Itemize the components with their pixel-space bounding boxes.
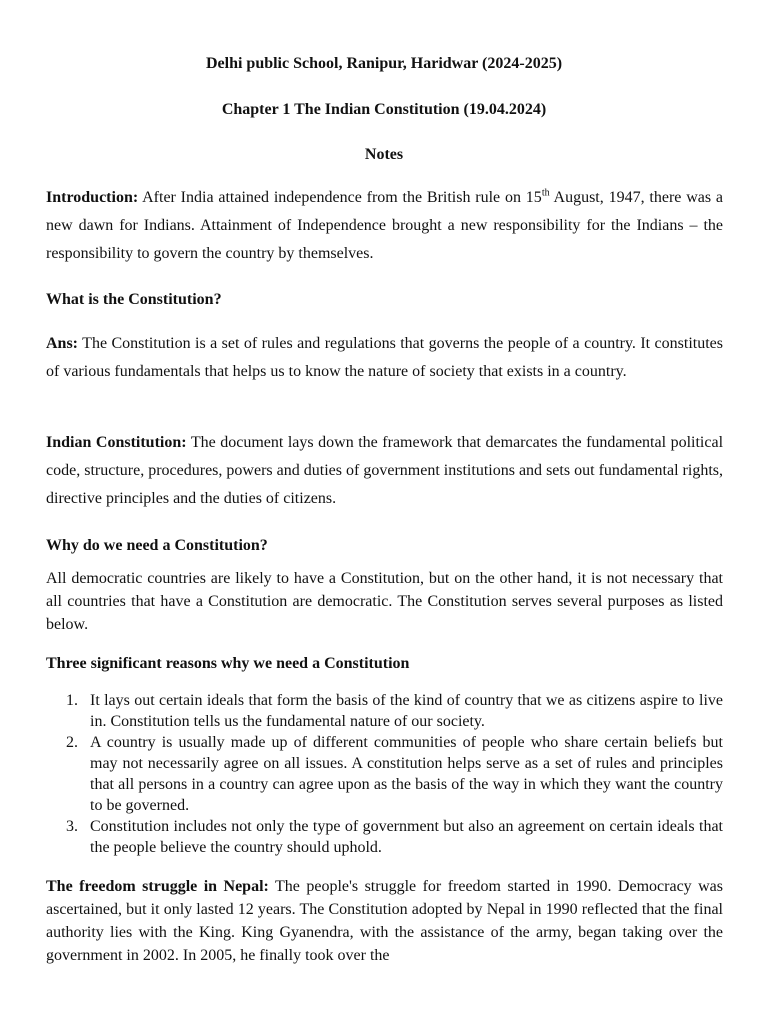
indian-constitution-paragraph: [46, 429, 723, 513]
list-item-number: 1.: [66, 692, 78, 709]
list-item: [46, 732, 723, 816]
list-item-number: 3.: [66, 818, 78, 835]
introduction-label: Introduction:: [46, 189, 139, 206]
nepal-paragraph: [46, 875, 723, 967]
question-what-is-constitution: What is the Constitution?: [46, 291, 222, 308]
notes-title: Notes: [364, 146, 404, 163]
answer-paragraph: [46, 330, 723, 386]
nepal-text: The people's struggle for freedom started in 1990. Democracy was ascertained, but it only lasted 12 years. The Constitution adopted by Nepal in 1990 reflected that the final authority lies with the King. King Gyanendra, with the assistance of the army, began taking over the government in 2002. In 2005, he finally took over the: [46, 878, 724, 964]
why-need-paragraph: All democratic countries are likely to have a Constitution, but on the other hand, it is not necessary that all countries that have a Constitution are democratic. The Constitution serves several purposes as listed below.: [46, 570, 723, 633]
introduction-paragraph: [46, 184, 723, 268]
introduction-superscript: th: [541, 187, 550, 199]
list-item-number: 2.: [66, 734, 78, 751]
reasons-heading: Three significant reasons why we need a Constitution: [46, 655, 410, 672]
chapter-title: Chapter 1 The Indian Constitution (19.04.2024): [221, 101, 547, 118]
list-item-text: A country is usually made up of different communities of people who share certain beliefs but may not necessarily agree on all issues. A constitution helps serve as a set of rules and principles that all persons in a country can agree upon as the basis of the way in which they want the country to be governed.: [90, 734, 723, 814]
list-item-text: It lays out certain ideals that form the basis of the kind of country that we as citizens aspire to live in. Constitution tells us the fundamental nature of our society.: [90, 692, 723, 730]
list-item-text: Constitution includes not only the type of government but also an agreement on certain ideals that the people believe the country should uphold.: [90, 818, 723, 856]
answer-text: The Constitution is a set of rules and regulations that governs the people of a country. It constitutes of various fundamentals that helps us to know the nature of society that exists in a country.: [46, 335, 723, 380]
nepal-label: The freedom struggle in Nepal:: [46, 878, 269, 895]
list-item: [46, 816, 723, 858]
answer-label: Ans:: [46, 335, 79, 352]
introduction-text-start: After India attained independence from the British rule on 15: [142, 189, 542, 206]
reasons-list: [46, 690, 723, 858]
school-title: Delhi public School, Ranipur, Haridwar (2024-2025): [205, 55, 563, 72]
question-why-need-constitution: Why do we need a Constitution?: [46, 537, 268, 554]
list-item: [46, 690, 723, 732]
indian-constitution-text: The document lays down the framework that demarcates the fundamental political code, structure, procedures, powers and duties of government institutions and sets out fundamental rights, directive principles and the duties of citizens.: [46, 434, 724, 507]
introduction-text-end: August, 1947, there was a new dawn for Indians. Attainment of Independence brought a new responsibility for the Indians – the responsibility to govern the country by themselves.: [46, 189, 723, 262]
indian-constitution-label: Indian Constitution:: [46, 434, 187, 451]
